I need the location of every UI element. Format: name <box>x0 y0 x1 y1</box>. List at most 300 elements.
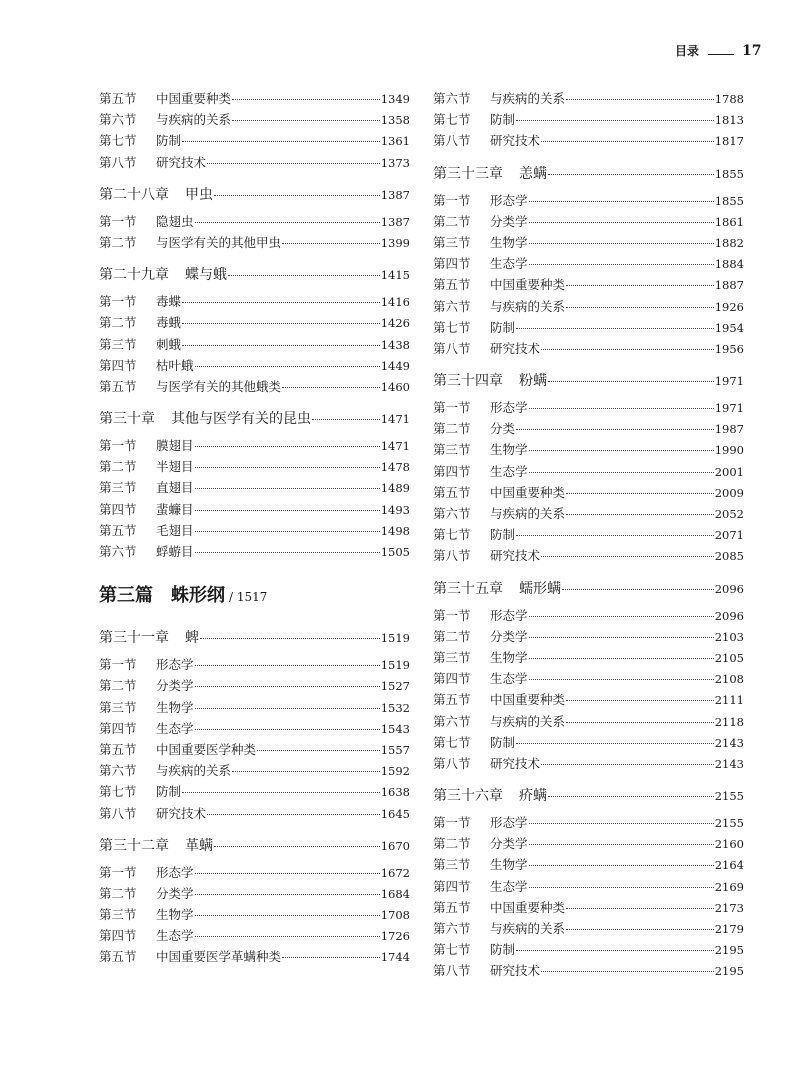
toc-chapter-entry[interactable] <box>433 578 744 600</box>
section-page: 2179 <box>714 922 744 936</box>
section-page: 1478 <box>380 460 410 475</box>
section-number: 第一节 <box>99 864 137 880</box>
dot-leader <box>529 887 714 888</box>
section-page: 2173 <box>714 900 744 915</box>
toc-section-entry[interactable] <box>99 335 410 356</box>
section-number: 第六节 <box>433 506 471 521</box>
section-number: 第八节 <box>433 133 471 149</box>
toc-section-entry[interactable] <box>433 398 744 419</box>
chapter-number: 第三十四章 <box>433 373 503 390</box>
section-page: 2155 <box>714 816 744 831</box>
section-title: 半翅目 <box>156 459 194 475</box>
section-title: 防制 <box>490 112 516 128</box>
toc-section-entry[interactable] <box>433 440 744 461</box>
toc-section-entry[interactable] <box>433 110 744 131</box>
section-title: 生物学 <box>490 442 528 458</box>
section-title: 生物学 <box>156 699 194 715</box>
dot-leader <box>566 285 714 286</box>
toc-section-entry[interactable] <box>99 457 410 478</box>
toc-section-entry[interactable] <box>433 131 744 152</box>
section-number: 第六节 <box>433 91 471 106</box>
toc-section-entry[interactable] <box>99 804 410 825</box>
dot-leader <box>516 535 714 536</box>
dot-leader <box>548 381 714 382</box>
section-page: 1744 <box>380 950 410 965</box>
section-number: 第七节 <box>99 133 137 149</box>
section-title: 与疾病的关系 <box>490 91 566 106</box>
section-title: 研究技术 <box>156 154 207 170</box>
toc-left-column <box>99 89 410 969</box>
dot-leader <box>566 307 714 308</box>
section-page: 1708 <box>380 908 410 923</box>
toc-section-entry[interactable] <box>99 153 410 174</box>
section-number: 第六节 <box>433 713 471 729</box>
toc-section-entry[interactable] <box>433 754 744 775</box>
section-page: 1361 <box>380 134 410 149</box>
dot-leader <box>529 679 714 680</box>
section-title: 生物学 <box>490 649 528 665</box>
chapter-title: 粉螨 <box>519 373 547 390</box>
toc-chapter-entry[interactable] <box>99 627 410 649</box>
chapter-title: 其他与医学有关的昆虫 <box>171 411 311 428</box>
toc-section-entry[interactable] <box>433 834 744 855</box>
section-number: 第七节 <box>99 784 137 800</box>
section-number: 第四节 <box>99 501 137 517</box>
section-title: 生态学 <box>490 878 528 894</box>
toc-chapter-entry[interactable] <box>433 370 744 392</box>
section-page: 2143 <box>714 756 744 771</box>
section-number: 第一节 <box>433 192 471 208</box>
toc-chapter-entry[interactable] <box>99 408 410 430</box>
section-title: 与疾病的关系 <box>490 713 566 729</box>
dot-leader <box>282 243 380 244</box>
toc-section-entry[interactable] <box>433 627 744 648</box>
section-number: 第四节 <box>99 357 137 373</box>
section-page: 1882 <box>714 235 744 250</box>
chapter-page: 1670 <box>380 838 410 853</box>
dot-leader <box>195 552 380 553</box>
section-number: 第五节 <box>99 522 137 538</box>
section-number: 第四节 <box>433 671 471 687</box>
section-title: 分类学 <box>490 836 528 852</box>
section-number: 第八节 <box>433 548 471 564</box>
section-page: 1645 <box>380 806 410 821</box>
toc-section-entry[interactable] <box>99 313 410 334</box>
section-number: 第三节 <box>433 442 471 458</box>
section-title: 中国重要医学种类 <box>156 741 257 757</box>
section-page: 2103 <box>714 629 744 644</box>
section-page: 1557 <box>380 742 410 757</box>
toc-section-entry[interactable] <box>99 761 410 782</box>
toc-section-entry[interactable] <box>99 478 410 499</box>
section-number: 第五节 <box>433 484 471 500</box>
section-number: 第一节 <box>433 607 471 623</box>
dot-leader <box>566 700 714 701</box>
section-title: 与疾病的关系 <box>156 112 232 128</box>
toc-section-entry[interactable] <box>433 919 744 940</box>
toc-section-entry[interactable] <box>433 504 744 525</box>
page-header <box>0 40 800 62</box>
toc-section-entry[interactable] <box>433 813 744 834</box>
section-number: 第一节 <box>433 400 471 416</box>
section-title: 研究技术 <box>490 755 541 771</box>
dot-leader <box>195 936 380 937</box>
section-page: 1543 <box>380 721 410 736</box>
dot-leader <box>195 708 380 709</box>
section-number: 第五节 <box>99 949 137 965</box>
section-number: 第四节 <box>99 720 137 736</box>
toc-section-entry[interactable] <box>433 546 744 567</box>
toc-section-entry[interactable] <box>99 676 410 697</box>
toc-section-entry[interactable] <box>99 926 410 947</box>
section-number: 第五节 <box>99 741 137 757</box>
section-number: 第八节 <box>99 805 137 821</box>
section-number: 第六节 <box>99 763 137 779</box>
section-page: 2143 <box>714 735 744 750</box>
dot-leader <box>566 908 714 909</box>
section-page: 1498 <box>380 523 410 538</box>
section-title: 生物学 <box>490 234 528 250</box>
toc-section-entry[interactable] <box>99 521 410 542</box>
section-title: 中国重要种类 <box>490 899 566 915</box>
toc-section-entry[interactable] <box>433 877 744 898</box>
toc-section-entry[interactable] <box>433 712 744 733</box>
dot-leader <box>516 120 714 121</box>
section-title: 生态学 <box>156 928 194 944</box>
dot-leader <box>200 638 380 639</box>
section-number: 第五节 <box>99 91 137 106</box>
dot-leader <box>566 493 714 494</box>
dot-leader <box>529 616 714 617</box>
section-number: 第一节 <box>433 815 471 831</box>
dot-leader <box>195 915 380 916</box>
section-number: 第三节 <box>99 480 137 496</box>
toc-section-entry[interactable] <box>433 648 744 669</box>
chapter-page: 1387 <box>380 187 410 202</box>
section-number: 第三节 <box>433 649 471 665</box>
dot-leader <box>214 846 380 847</box>
toc-section-entry[interactable] <box>433 483 744 504</box>
toc-section-entry[interactable] <box>433 233 744 254</box>
section-title: 研究技术 <box>490 340 541 356</box>
section-title: 生态学 <box>490 256 528 272</box>
toc-chapter-entry[interactable] <box>433 163 744 185</box>
chapter-page: 1519 <box>380 631 410 646</box>
chapter-number: 第三十一章 <box>99 630 169 647</box>
toc-section-entry[interactable] <box>99 212 410 233</box>
section-title: 研究技术 <box>490 548 541 564</box>
section-page: 2001 <box>714 464 744 479</box>
toc-section-entry[interactable] <box>99 89 410 110</box>
dot-leader <box>195 366 380 367</box>
dot-leader <box>195 531 380 532</box>
section-title: 蜚蠊目 <box>156 501 194 517</box>
dot-leader <box>182 141 380 142</box>
dot-leader <box>232 771 380 772</box>
toc-section-entry[interactable] <box>99 377 410 398</box>
dot-leader <box>182 345 380 346</box>
toc-section-entry[interactable] <box>99 292 410 313</box>
dot-leader <box>516 950 714 951</box>
dot-leader <box>228 275 380 276</box>
section-number: 第二节 <box>433 421 471 437</box>
section-title: 蜉蝣目 <box>156 544 194 559</box>
section-number: 第四节 <box>99 928 137 944</box>
dot-leader <box>182 792 380 793</box>
toc-section-entry[interactable] <box>99 436 410 457</box>
toc-section-entry[interactable] <box>433 89 744 110</box>
toc-section-entry[interactable] <box>433 690 744 711</box>
section-title: 防制 <box>490 734 516 750</box>
toc-section-entry[interactable] <box>433 297 744 318</box>
section-number: 第一节 <box>99 213 137 229</box>
section-number: 第四节 <box>433 256 471 272</box>
section-title: 形态学 <box>156 864 194 880</box>
section-title: 形态学 <box>490 192 528 208</box>
chapter-number: 第三十二章 <box>99 837 169 854</box>
dot-leader <box>529 823 714 824</box>
toc-section-entry[interactable] <box>99 698 410 719</box>
section-page: 2118 <box>714 714 744 729</box>
section-title: 防制 <box>490 942 516 958</box>
section-page: 2160 <box>714 837 744 852</box>
section-page: 1532 <box>380 700 410 715</box>
section-number: 第一节 <box>99 657 137 673</box>
section-title: 形态学 <box>490 400 528 416</box>
dot-leader <box>232 99 380 100</box>
section-page: 2071 <box>714 528 744 543</box>
toc-section-entry[interactable] <box>433 339 744 360</box>
section-title: 分类学 <box>490 213 528 229</box>
toc-section-entry[interactable] <box>433 940 744 961</box>
section-title: 分类学 <box>156 678 194 694</box>
chapter-number: 第二十八章 <box>99 186 169 203</box>
section-title: 分类学 <box>156 885 194 901</box>
toc-chapter-entry[interactable] <box>433 785 744 807</box>
section-page: 1399 <box>380 235 410 250</box>
chapter-page: 2096 <box>714 581 744 596</box>
section-number: 第五节 <box>433 277 471 293</box>
section-number: 第二节 <box>99 678 137 694</box>
toc-section-entry[interactable] <box>433 855 744 876</box>
section-title: 研究技术 <box>490 133 541 149</box>
toc-section-entry[interactable] <box>433 191 744 212</box>
section-title: 分类 <box>490 421 516 437</box>
section-page: 1884 <box>714 257 744 272</box>
toc-section-entry[interactable] <box>433 318 744 339</box>
section-title: 形态学 <box>490 815 528 831</box>
dot-leader <box>516 743 714 744</box>
section-number: 第六节 <box>99 544 137 559</box>
section-page: 2052 <box>714 507 744 521</box>
part-title: 蛛形纲 <box>171 585 225 607</box>
dot-leader <box>312 419 380 420</box>
toc-section-entry[interactable] <box>433 898 744 919</box>
toc-section-entry[interactable] <box>99 719 410 740</box>
dot-leader <box>207 814 380 815</box>
toc-section-entry[interactable] <box>99 500 410 521</box>
dot-leader <box>529 450 714 451</box>
toc-section-entry[interactable] <box>433 419 744 440</box>
section-page: 1426 <box>380 316 410 331</box>
dot-leader <box>529 637 714 638</box>
chapter-title: 革螨 <box>185 837 213 854</box>
section-page: 1954 <box>714 320 744 335</box>
section-page: 2085 <box>714 549 744 564</box>
toc-chapter-entry[interactable] <box>99 835 410 857</box>
section-page: 1817 <box>714 134 744 149</box>
dot-leader <box>566 929 714 930</box>
section-page: 1861 <box>714 214 744 229</box>
section-title: 中国重要种类 <box>156 91 232 106</box>
section-page: 2009 <box>714 485 744 500</box>
part-page: / 1517 <box>229 590 268 605</box>
section-number: 第五节 <box>99 378 137 394</box>
section-title: 刺蛾 <box>156 336 182 352</box>
section-page: 1813 <box>714 113 744 128</box>
section-title: 中国重要种类 <box>490 277 566 293</box>
toc-section-entry[interactable] <box>99 905 410 926</box>
toc-section-entry[interactable] <box>433 462 744 483</box>
dot-leader <box>195 873 380 874</box>
section-page: 1460 <box>380 379 410 394</box>
toc-section-entry[interactable] <box>99 356 410 377</box>
dot-leader <box>195 665 380 666</box>
section-title: 形态学 <box>490 607 528 623</box>
section-title: 生物学 <box>156 907 194 923</box>
toc-chapter-entry[interactable] <box>99 264 410 286</box>
section-title: 与疾病的关系 <box>490 506 566 521</box>
dot-leader <box>541 556 714 557</box>
section-page: 1505 <box>380 545 410 559</box>
dot-leader <box>548 796 714 797</box>
section-page: 2111 <box>714 693 744 708</box>
toc-section-entry[interactable] <box>433 733 744 754</box>
toc-section-entry[interactable] <box>433 961 744 982</box>
section-title: 防制 <box>156 133 182 149</box>
section-number: 第三节 <box>433 857 471 873</box>
section-number: 第二节 <box>99 234 137 250</box>
toc-section-entry[interactable] <box>433 275 744 296</box>
chapter-number: 第三十五章 <box>433 580 503 597</box>
dot-leader <box>541 764 714 765</box>
section-number: 第七节 <box>433 319 471 335</box>
section-title: 与医学有关的其他蛾类 <box>156 378 282 394</box>
dot-leader <box>529 201 714 202</box>
section-number: 第八节 <box>433 963 471 979</box>
dot-leader <box>214 195 380 196</box>
section-page: 1987 <box>714 422 744 437</box>
section-title: 形态学 <box>156 657 194 673</box>
toc-section-entry[interactable] <box>99 542 410 563</box>
chapter-number: 第三十章 <box>99 411 155 428</box>
dot-leader <box>195 446 380 447</box>
section-page: 1971 <box>714 401 744 416</box>
dot-leader <box>529 472 714 473</box>
section-page: 1471 <box>380 439 410 454</box>
dot-leader <box>548 174 714 175</box>
section-number: 第一节 <box>99 294 137 310</box>
chapter-number: 第三十三章 <box>433 165 503 182</box>
dot-leader <box>257 750 380 751</box>
chapter-page: 1415 <box>380 268 410 283</box>
section-number: 第二节 <box>433 628 471 644</box>
section-page: 2105 <box>714 650 744 665</box>
section-number: 第六节 <box>433 298 471 314</box>
toc-section-entry[interactable] <box>433 669 744 690</box>
dot-leader <box>562 589 714 590</box>
toc-section-entry[interactable] <box>99 131 410 152</box>
dot-leader <box>282 957 380 958</box>
section-title: 与疾病的关系 <box>490 921 566 936</box>
section-number: 第七节 <box>433 942 471 958</box>
section-title: 隐翅虫 <box>156 213 194 229</box>
dot-leader <box>516 429 714 430</box>
section-title: 毒蛾 <box>156 315 182 331</box>
dot-leader <box>282 387 380 388</box>
dot-leader <box>207 163 380 164</box>
toc-section-entry[interactable] <box>99 884 410 905</box>
section-page: 2108 <box>714 672 744 687</box>
section-page: 1726 <box>380 929 410 944</box>
toc-section-entry[interactable] <box>99 782 410 803</box>
section-number: 第三节 <box>433 234 471 250</box>
dot-leader <box>529 408 714 409</box>
toc-section-entry[interactable] <box>433 254 744 275</box>
dot-leader <box>195 686 380 687</box>
dot-leader <box>195 510 380 511</box>
section-title: 中国重要种类 <box>490 484 566 500</box>
toc-section-entry[interactable] <box>99 655 410 676</box>
toc-section-entry[interactable] <box>99 947 410 968</box>
section-title: 生物学 <box>490 857 528 873</box>
toc-section-entry[interactable] <box>433 606 744 627</box>
section-page: 1684 <box>380 886 410 901</box>
section-title: 防制 <box>156 784 182 800</box>
page-number: 17 <box>742 43 762 59</box>
dot-leader <box>529 658 714 659</box>
section-page: 1887 <box>714 278 744 293</box>
section-number: 第二节 <box>99 459 137 475</box>
chapter-page: 1855 <box>714 166 744 181</box>
toc-section-entry[interactable] <box>433 525 744 546</box>
section-number: 第二节 <box>99 315 137 331</box>
toc-chapter-entry[interactable] <box>99 184 410 206</box>
section-number: 第六节 <box>433 921 471 936</box>
section-title: 防制 <box>490 319 516 335</box>
section-number: 第二节 <box>99 885 137 901</box>
section-title: 生态学 <box>490 463 528 479</box>
section-number: 第六节 <box>99 112 137 128</box>
toc-section-entry[interactable] <box>99 233 410 254</box>
toc-part-heading[interactable] <box>99 581 410 609</box>
toc-section-entry[interactable] <box>99 740 410 761</box>
section-title: 生态学 <box>490 671 528 687</box>
section-title: 直翅目 <box>156 480 194 496</box>
chapter-title: 蠕形螨 <box>519 580 561 597</box>
chapter-number: 第三十六章 <box>433 788 503 805</box>
toc-section-entry[interactable] <box>99 863 410 884</box>
toc-section-entry[interactable] <box>99 110 410 131</box>
dot-leader <box>566 514 714 515</box>
section-number: 第二节 <box>433 213 471 229</box>
section-number: 第四节 <box>433 463 471 479</box>
dot-leader <box>566 722 714 723</box>
section-title: 研究技术 <box>156 805 207 821</box>
toc-section-entry[interactable] <box>433 212 744 233</box>
chapter-page: 1971 <box>714 374 744 389</box>
section-number: 第八节 <box>433 755 471 771</box>
